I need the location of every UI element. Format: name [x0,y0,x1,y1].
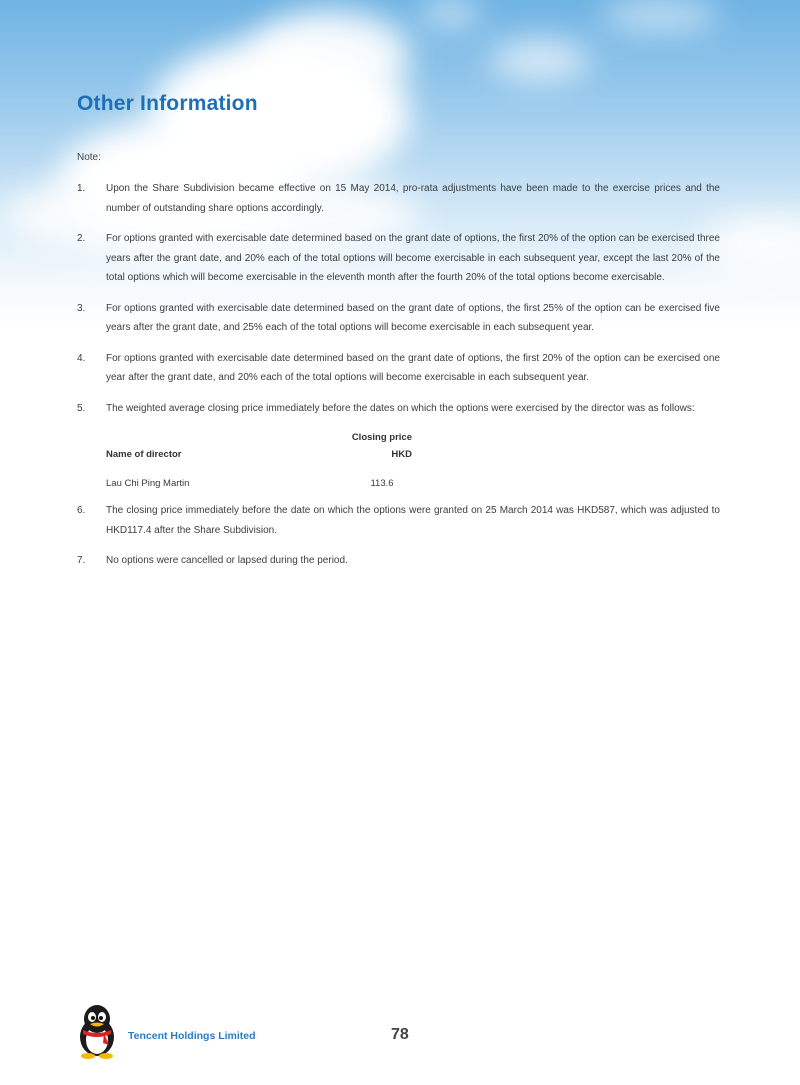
column-header-director: Name of director [106,449,182,460]
note-text: The closing price immediately before the date on which the options were granted on 25 March 2014 was HKD587, which was adjusted to HKD117.4 after the Share Subdivision. [106,505,720,536]
note-text: Upon the Share Subdivision became effective on 15 May 2014, pro-rata adjustments have been made to the exercise prices and the number of outstanding share options accordingly. [106,183,720,214]
note-item-7 [77,551,720,571]
note-number: 7. [77,555,86,566]
note-number: 5. [77,402,86,414]
note-number: 1. [77,183,86,194]
note-text: For options granted with exercisable date determined based on the grant date of options, the first 20% of the option can be exercised three years after the grant date, and 20% each of the total options will become exercisable in each subsequent year, except the last 20% of the total options which will become exercisable in the eleventh month after the fourth 20% of the total options become exercisable. [106,233,720,283]
note-text: For options granted with exercisable date determined based on the grant date of options, the first 25% of the option can be exercised five years after the grant date, and 25% each of the total options will become exercisable in each subsequent year. [106,302,720,333]
note-label: Note: [77,152,101,163]
note-item-4 [77,349,720,388]
column-header-closing-price [352,429,412,463]
note-item-1 [77,179,720,218]
closing-price-label: Closing price [351,432,412,443]
penguin-logo-icon [74,1003,120,1059]
note-item-6 [77,501,720,540]
currency-label: HKD [391,449,412,460]
note-number: 4. [77,352,86,364]
note-text: For options granted with exercisable date determined based on the grant date of options, the first 20% of the option can be exercised one year after the grant date, and 20% each of the total options will become exercisable in each subsequent year. [106,352,720,383]
note-text: The weighted average closing price immediately before the dates on which the options were exercised by the director was as follows: [106,402,695,414]
page-number: 78 [391,1026,409,1043]
note-item-2 [77,229,720,288]
notes-list [77,179,720,582]
director-name: Lau Chi Ping Martin [106,478,190,489]
note-item-5 [77,399,720,419]
company-name: Tencent Holdings Limited [128,1030,256,1042]
table-header [106,429,412,463]
page-title: Other Information [77,92,258,115]
closing-price-table [106,429,412,492]
note-number: 3. [77,302,86,314]
table-row [106,475,412,492]
note-number: 2. [77,233,86,244]
closing-price-value: 113.6 [370,478,394,489]
page-footer [0,1003,800,1063]
note-item-3 [77,299,720,338]
note-text: No options were cancelled or lapsed during the period. [106,555,348,566]
note-number: 6. [77,505,86,516]
